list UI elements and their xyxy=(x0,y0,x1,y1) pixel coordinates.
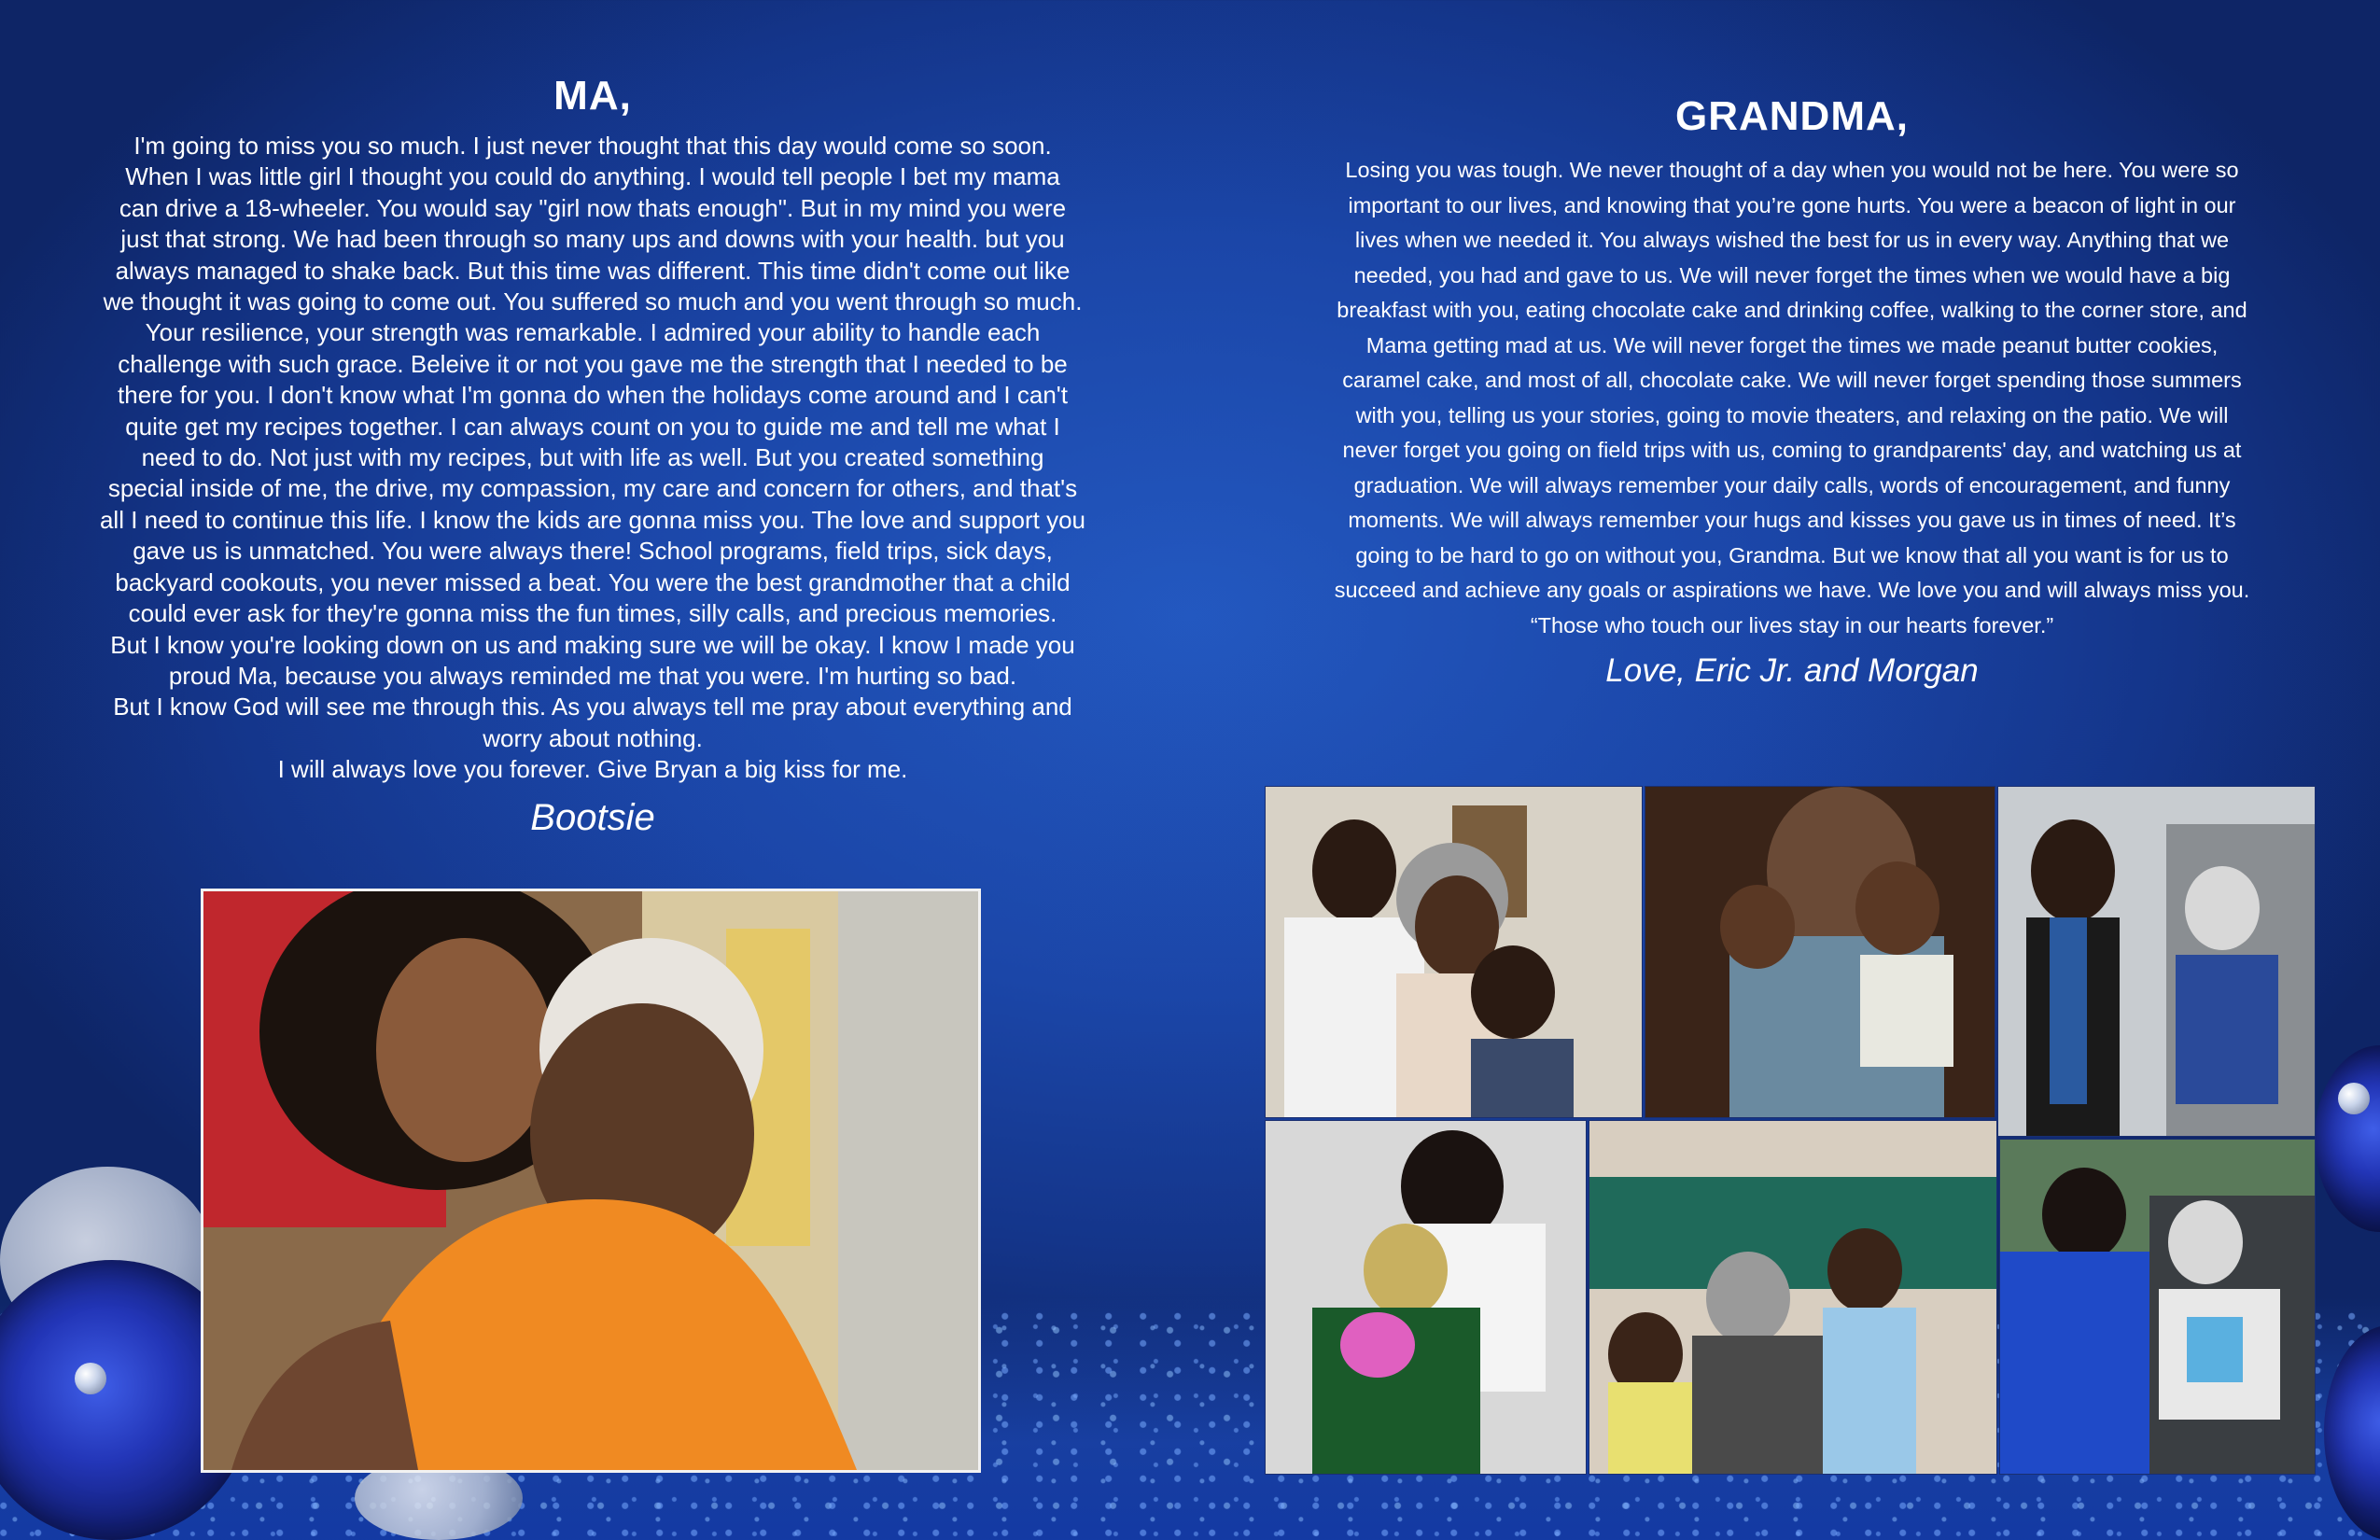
collage-photo-image xyxy=(1266,1121,1587,1475)
letter-line: moments. We will always remember your hugs and kisses you gave us in times of need. It’s xyxy=(1348,508,2236,532)
letter-line: succeed and achieve any goals or aspirations we have. We love you and will always miss you. xyxy=(1334,578,2250,602)
letter-line: need to do. Not just with my recipes, but with life as well. But you created something xyxy=(141,443,1044,472)
collage-photo-image xyxy=(2000,1140,2316,1475)
ma-letter-body xyxy=(56,131,1129,786)
letter-line: lives when we needed it. You always wished the best for us in every way. Anything that we xyxy=(1354,228,2230,252)
collage-photo-dim-room xyxy=(1645,786,1995,1118)
photo-collage xyxy=(1265,786,2316,1475)
letter-line: I'm going to miss you so much. I just never thought that this day would come so soon. xyxy=(133,132,1052,160)
collage-photo-image xyxy=(1645,787,1995,1118)
framed-portrait-photo xyxy=(201,889,981,1473)
letter-line: special inside of me, the drive, my compassion, my care and concern for others, and that's xyxy=(107,474,1078,503)
letter-line: going to be hard to go on without you, Grandma. But we know that all you want is for us to xyxy=(1355,542,2229,567)
letter-line: we thought it was going to come out. You suffered so much and you went through so much. xyxy=(103,287,1083,316)
collage-photo-family-kitchen xyxy=(1265,786,1643,1118)
ma-letter xyxy=(56,73,1129,839)
letter-line: But I know God will see me through this. As you always tell me pray about everything and xyxy=(113,693,1072,721)
rhinestone-decoration xyxy=(2338,1083,2370,1114)
collage-photo-graduate-car xyxy=(1997,786,2316,1137)
letter-line: could ever ask for they're gonna miss the fun times, silly calls, and precious memories. xyxy=(128,599,1057,628)
collage-photo-uab-celebration xyxy=(1265,1120,1587,1475)
letter-line: backyard cookouts, you never missed a beat. You were the best grandmother that a child xyxy=(115,567,1071,596)
letter-line: Your resilience, your strength was remarkable. I admired your ability to handle each xyxy=(145,318,1041,347)
collage-photo-banquet xyxy=(1589,1120,1997,1475)
blue-rose-decoration xyxy=(2315,1045,2380,1232)
collage-photo-graduation-gown xyxy=(1999,1139,2316,1475)
letter-line: When I was little girl I thought you could do anything. I would tell people I bet my mama xyxy=(125,162,1060,191)
letter-line: needed, you had and gave to us. We will never forget the times when we would have a big xyxy=(1353,262,2231,287)
letter-line: I will always love you forever. Give Bryan a big kiss for me. xyxy=(277,755,908,784)
grandma-letter xyxy=(1288,93,2296,690)
letter-line: with you, telling us your stories, going to movie theaters, and relaxing on the patio. We will xyxy=(1355,402,2229,427)
letter-line: never forget you going on field trips with us, coming to grandparents' day, and watching us at xyxy=(1342,438,2242,462)
ma-heading: MA, xyxy=(553,73,632,119)
letter-line: there for you. I don't know what I'm gonna do when the holidays come around and I can't xyxy=(118,381,1068,410)
letter-line: Losing you was tough. We never thought of a day when you would not be here. You were so xyxy=(1345,158,2239,182)
letter-line: breakfast with you, eating chocolate cake and drinking coffee, walking to the corner store, and xyxy=(1337,298,2247,322)
ma-signature: Bootsie xyxy=(530,796,655,838)
collage-photo-image xyxy=(1998,787,2316,1137)
letter-line: worry about nothing. xyxy=(483,723,703,752)
letter-line: can drive a 18-wheeler. You would say "girl now thats enough". But in my mind you were xyxy=(119,193,1067,222)
letter-line: caramel cake, and most of all, chocolate cake. We will never forget spending those summers xyxy=(1342,368,2242,392)
letter-line: always managed to shake back. But this time was different. This time didn't come out like xyxy=(115,256,1071,285)
letter-line: quite get my recipes together. I can always count on you to guide me and tell me what I xyxy=(125,412,1060,441)
grandma-heading: GRANDMA, xyxy=(1675,93,1909,139)
letter-line: “Those who touch our lives stay in our hearts forever.” xyxy=(1530,612,2054,637)
letter-line: gave us is unmatched. You were always there! School programs, field trips, sick days, xyxy=(133,537,1053,566)
letter-line: just that strong. We had been through so many ups and downs with your health. but you xyxy=(120,225,1065,254)
letter-line: important to our lives, and knowing that you’re gone hurts. You were a beacon of light in our xyxy=(1348,192,2236,217)
portrait-photo-image xyxy=(203,891,978,1470)
letter-line: But I know you're looking down on us and making sure we will be okay. I know I made you xyxy=(110,630,1075,659)
letter-line: all I need to continue this life. I know the kids are gonna miss you. The love and support you xyxy=(99,505,1086,534)
rhinestone-decoration xyxy=(75,1363,106,1394)
collage-photo-image xyxy=(1589,1121,1997,1475)
letter-line: Mama getting mad at us. We will never forget the times we made peanut butter cookies, xyxy=(1365,332,2219,357)
collage-photo-image xyxy=(1266,787,1643,1118)
letter-line: graduation. We will always remember your daily calls, words of encouragement, and funny xyxy=(1353,472,2231,497)
grandma-letter-body xyxy=(1288,153,2296,643)
grandma-signature: Love, Eric Jr. and Morgan xyxy=(1605,652,1979,689)
letter-line: proud Ma, because you always reminded me that you were. I'm hurting so bad. xyxy=(168,661,1017,690)
letter-line: challenge with such grace. Beleive it or not you gave me the strength that I needed to be xyxy=(118,349,1068,378)
